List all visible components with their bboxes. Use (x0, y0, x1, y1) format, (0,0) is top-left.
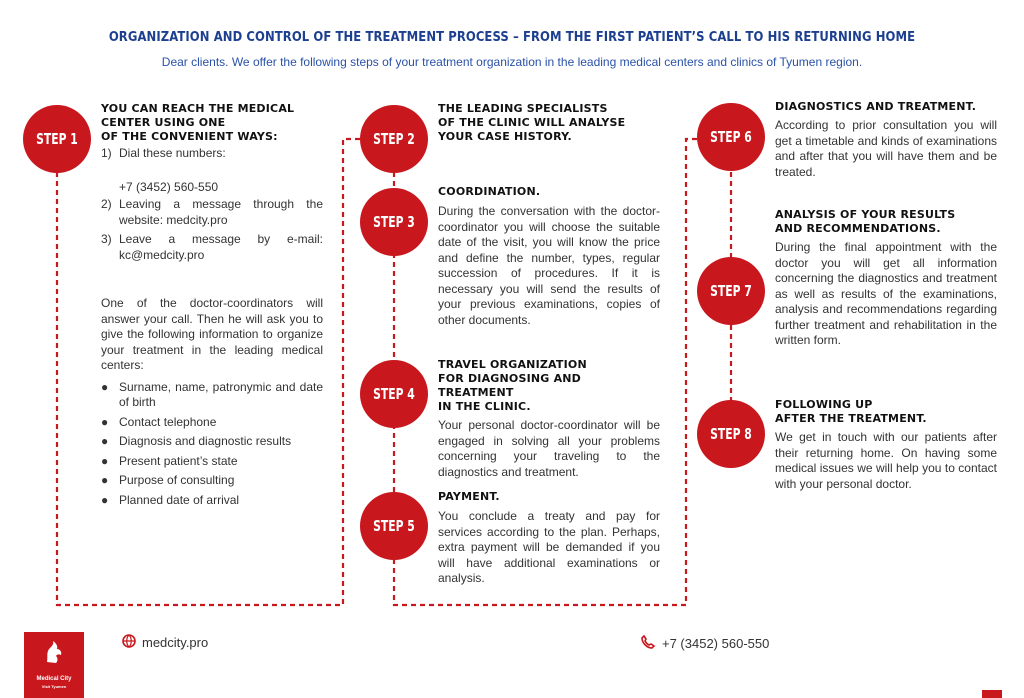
step-7-heading: ANALYSIS OF YOUR RESULTS AND RECOMMENDATIONS. (775, 208, 956, 235)
step-4-block (438, 358, 660, 480)
corner-decoration (982, 690, 1002, 698)
step-5-badge: STEP 5 (360, 492, 428, 560)
step-7-text: During the final appointment with the doctor you will get all information concerning the diagnostics and treatment as well as results of the examinations, analysis and recommendations regarding further treatment and rehabilitation in the written form. (775, 240, 997, 347)
contact-way: 1) Dial these numbers: (101, 146, 226, 160)
page-subtitle: Dear clients. We offer the following steps of your treatment organization in the leading medical centers and clinics of Tyumen region. (161, 55, 863, 69)
step-6-heading: DIAGNOSTICS AND TREATMENT. (775, 100, 977, 113)
list-item: ● Present patient’s state (101, 453, 238, 468)
step-8-heading: FOLLOWING UP AFTER THE TREATMENT. (775, 398, 927, 425)
list-item: ● Contact telephone (101, 414, 217, 429)
contact-way: 3) Leave a message by e-mail: kc@medcity.pro (101, 232, 323, 262)
step-6-text: According to prior consultation you will get a timetable and kinds of examinations and after that you will have them and be treated. (775, 118, 997, 179)
step-1-block (101, 102, 323, 512)
step-1-info: One of the doctor-coordinators will answer your call. Then he will ask you to give the following information to organize your treatment in the leading medical centers: (101, 296, 323, 372)
step-3-heading: COORDINATION. (438, 185, 541, 198)
step-7-badge: STEP 7 (697, 257, 765, 325)
step-6-block (775, 100, 997, 180)
step-4-badge: STEP 4 (360, 360, 428, 428)
required-info-list (101, 380, 323, 509)
contact-way-phone: +7 (3452) 560-550 (119, 179, 219, 194)
contact-way: 2) Leaving a message through the website: medcity.pro (101, 197, 323, 227)
page-title: ORGANIZATION AND CONTROL OF THE TREATMENT PROCESS – FROM THE FIRST PATIENT’S CALL TO HIS RETURNING HOME (108, 29, 916, 45)
medical-city-logo: Medical City Visit Tyumen (24, 632, 84, 698)
list-item: ● Surname, name, patronymic and date of birth (101, 379, 323, 409)
step-5-heading: PAYMENT. (438, 490, 500, 503)
step-2-badge: STEP 2 (360, 105, 428, 173)
step-8-text: We get in touch with our patients after their returning home. On having some medical issues we will help you to contact with your personal doctor. (775, 430, 997, 491)
step-2-block (438, 102, 662, 144)
step-7-block (775, 208, 997, 349)
step-4-text: Your personal doctor-coordinator will be engaged in solving all your problems concerning your traveling to the diagnostics and treatment. (438, 418, 660, 479)
list-item: ● Diagnosis and diagnostic results (101, 434, 292, 448)
contact-ways-list (101, 146, 323, 263)
griffin-icon (39, 638, 69, 668)
step-4-heading: TRAVEL ORGANIZATION FOR DIAGNOSING AND TREATMENT IN THE CLINIC. (438, 358, 587, 413)
phone-number[interactable]: +7 (3452) 560-550 (662, 636, 770, 651)
step-3-block (438, 185, 660, 328)
step-1-heading: YOU CAN REACH THE MEDICAL CENTER USING ONE OF THE CONVENIENT WAYS: (101, 102, 295, 143)
step-5-text: You conclude a treaty and pay for services according to the plan. Perhaps, extra payment will be demanded if you will have additional examinations or analysis. (438, 509, 660, 585)
website-link[interactable]: medcity.pro (142, 635, 209, 650)
step-8-badge: STEP 8 (697, 400, 765, 468)
footer-website[interactable] (122, 634, 208, 651)
step-1-badge: STEP 1 (23, 105, 91, 173)
step-5-block (438, 490, 660, 587)
list-item: ● Purpose of consulting (101, 473, 235, 487)
step-6-badge: STEP 6 (697, 103, 765, 171)
phone-icon (640, 634, 656, 653)
step-3-text: During the conversation with the doctor-coordinator you will choose the suitable date of the visit, you will know the price and define the number, types, regular succession of procedures. If it is necessary you will send the results of your previous examinations, copies of other documents. (438, 204, 660, 327)
step-2-heading: THE LEADING SPECIALISTS OF THE CLINIC WILL ANALYSE YOUR CASE HISTORY. (438, 102, 626, 143)
list-item: ● Planned date of arrival (101, 492, 240, 507)
step-3-badge: STEP 3 (360, 188, 428, 256)
globe-icon (122, 634, 136, 651)
step-8-block (775, 398, 997, 492)
footer-phone[interactable] (640, 634, 769, 653)
